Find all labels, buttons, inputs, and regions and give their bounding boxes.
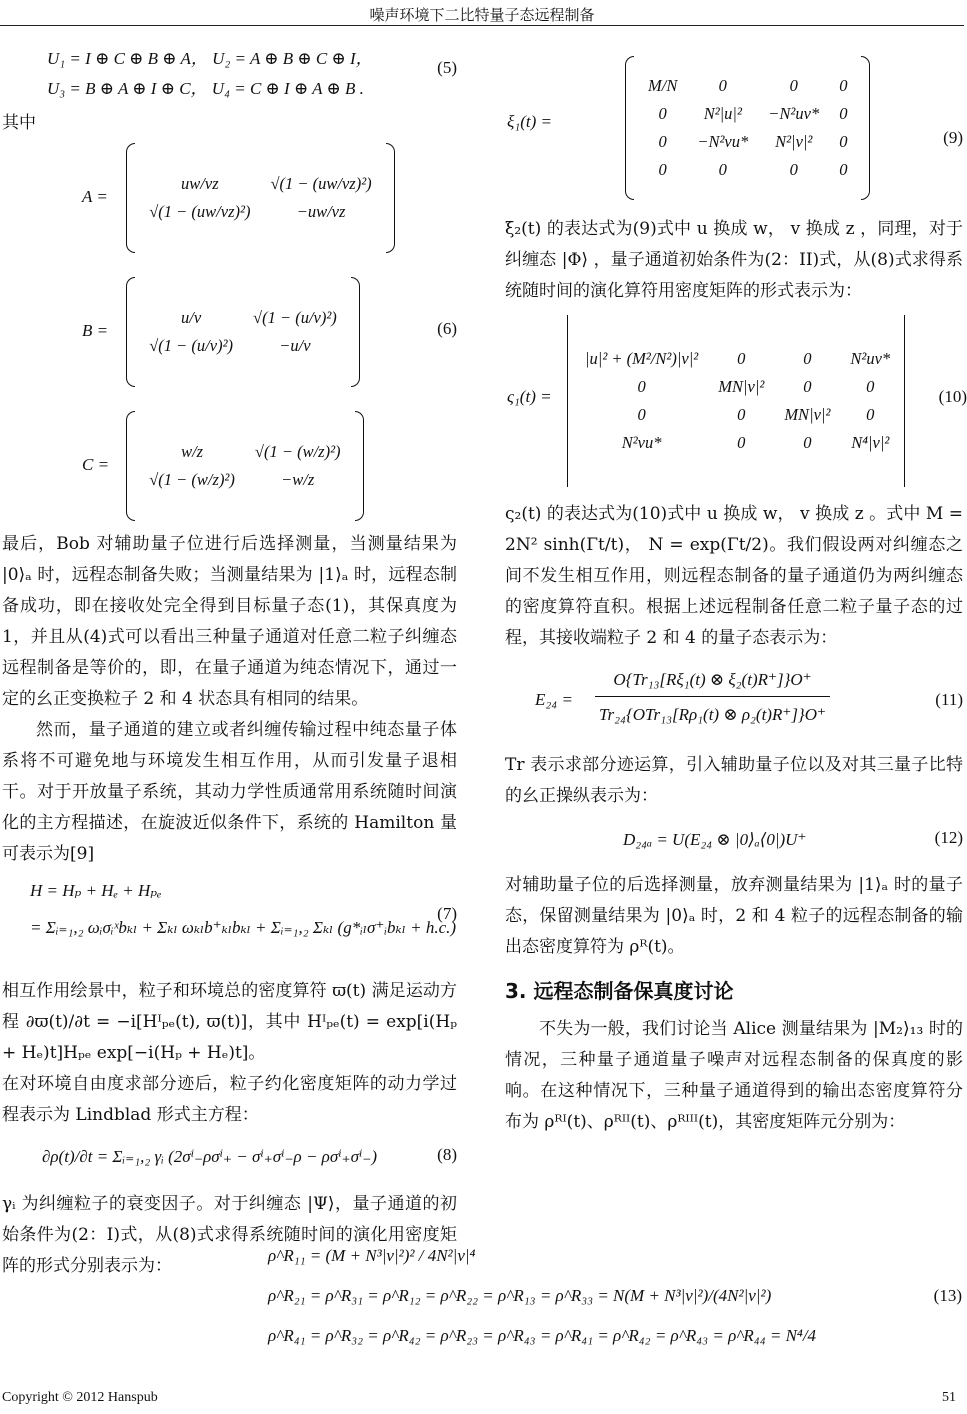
matrix-B-cell-22: −u/v [279, 336, 311, 355]
eq9-cell: 0 [718, 76, 727, 95]
equation-10-matrix [567, 315, 908, 487]
matrix-C-body [126, 411, 363, 521]
eq9-cell: N²|v|² [775, 132, 813, 151]
section-3-heading: 3. 远程态制备保真度讨论 [505, 979, 734, 1003]
equation-7 [30, 874, 457, 970]
eq10-cell: N²uv* [850, 349, 891, 368]
eq10-cell: N²vu* [621, 433, 662, 452]
left-column [2, 40, 457, 1282]
matrix-A [82, 143, 395, 253]
right-paragraph-3: Tr 表示求部分迹运算，引入辅助量子位以及对其三量子比特的幺正操纵表示为： [505, 755, 963, 806]
right-paragraph-1: ξ₂(t) 的表达式为(9)式中 u 换成 w， v 换成 z ，同理，对于纠缠态 |Φ⟩ ，量子通道初始条件为(2：II)式，从(8)式求得系统随时间的演化算符用密度矩阵的形式表示为： [505, 219, 963, 301]
eq9-cell: −N²uv* [768, 104, 820, 123]
equation-13 [0, 1236, 964, 1356]
right-paragraph-5: 不失为一般，我们讨论当 Alice 测量结果为 |M₂⟩₁₃ 时的情况，三种量子通道量子噪声对远程态制备的保真度的影响。在这种情况下，三种量子通道得到的输出态密度算符分布为 ρᴿᴵ(t)、ρᴿᴵᴵ(t)、ρᴿᴵᴵᴵ(t)，其密度矩阵元分别为： [505, 1019, 963, 1132]
eq10-cell: 0 [803, 433, 812, 452]
equation-13-line-3: ρ^R₄₁ = ρ^R₃₂ = ρ^R₄₂ = ρ^R₂₃ = ρ^R₄₃ = ρ^R₄₁ = ρ^R₄₂ = ρ^R₄₃ = ρ^R₄₄ = N⁴/4 [268, 1326, 817, 1345]
equation-12 [505, 820, 963, 866]
eq9-cell: 0 [658, 132, 667, 151]
equation-10 [505, 315, 967, 491]
equation-11-fraction [595, 664, 830, 733]
equation-13-number: (13) [933, 1286, 962, 1305]
matrix-A-body [126, 143, 394, 253]
left-paragraph-5: γᵢ 为纠缠粒子的衰变因子。对于纠缠态 |Ψ⟩，量子通道的初始条件为(2：I)式，从(8)式求得系统随时间的演化用密度矩阵的形式分别表示为： [2, 1194, 457, 1276]
matrix-A-cell-21: √(1 − (uw/vz)²) [149, 202, 251, 221]
eq9-cell: 0 [789, 76, 798, 95]
matrix-C-cell-12: √(1 − (w/z)²) [254, 442, 341, 461]
matrix-C [82, 411, 364, 521]
eq9-cell: 0 [789, 160, 798, 179]
matrix-A-label: A = [82, 186, 108, 206]
equation-11-numerator: O{Tr₁₃[Rξ₁(t) ⊗ ξ₂(t)R⁺]}O⁺ [613, 670, 812, 689]
matrix-B-cell-12: √(1 − (u/v)²) [253, 308, 337, 327]
eq10-cell: 0 [866, 405, 875, 424]
eq10-cell: |u|² + (M²/N²)|v|² [585, 349, 699, 368]
equation-13-line-1: ρ^R₁₁ = (M + N³|v|²)² / 4N²|v|⁴ [268, 1246, 476, 1265]
eq9-cell: 0 [658, 160, 667, 179]
eq10-cell: 0 [637, 405, 646, 424]
equation-6 [2, 143, 457, 523]
page-number: 51 [942, 1390, 956, 1405]
eq9-cell: N²|u|² [703, 104, 742, 123]
matrix-B-cell-11: u/v [181, 308, 202, 327]
equation-10-number: (10) [938, 387, 967, 406]
matrix-B [82, 277, 360, 387]
eq10-cell: MN|v|² [718, 377, 765, 396]
equation-9-number: (9) [943, 128, 963, 147]
eq10-cell: 0 [637, 377, 646, 396]
eq9-cell: 0 [718, 160, 727, 179]
equation-12-body: D₂₄ₐ = U(E₂₄ ⊗ |0⟩ₐ⟨0|)U⁺ [623, 830, 807, 849]
equation-5-line-1: U₁ = I ⊕ C ⊕ B ⊕ A， U₂ = A ⊕ B ⊕ C ⊕ I， [47, 49, 373, 68]
running-head: 噪声环境下二比特量子态远程制备 [369, 6, 595, 24]
matrix-B-label: B = [82, 320, 109, 340]
left-paragraph-3: 相互作用绘景中，粒子和环境总的密度算符 ϖ(t) 满足运动方程 ∂ϖ(t)/∂t = −i[Hᴵₚₑ(t), ϖ(t)]，其中 Hᴵₚₑ(t) = exp[i(Hₚ + Hₑ)t]Hₚₑ exp[−i(Hₚ + Hₑ)t]。 [2, 981, 457, 1063]
equation-7-line-1: H = Hₚ + Hₑ + Hₚₑ [30, 881, 162, 900]
right-paragraph-2: ς₂(t) 的表达式为(10)式中 u 换成 w， v 换成 z 。式中 M = 2N² sinh(Γt/t)， N = exp(Γt/2)。我们假设两对纠缠态之间不发生相互作用，则远程态制备的量子通道仍为两纠缠态的密度算符直积。根据上述远程制备任意二粒子量子态的过程，其接收端粒子 2 和 4 的量子态表示为： [505, 504, 963, 648]
equation-8-body: ∂ρ(t)/∂t = Σᵢ₌₁,₂ γᵢ (2σⁱ₋ρσⁱ₊ − σⁱ₊σⁱ₋ρ − ρσⁱ₊σⁱ₋) [42, 1147, 378, 1166]
matrix-B-cell-21: √(1 − (u/v)²) [149, 336, 234, 355]
equation-13-line-2: ρ^R₂₁ = ρ^R₃₁ = ρ^R₁₂ = ρ^R₂₂ = ρ^R₁₃ = ρ^R₃₃ = N(M + N³|v|²)/(4N²|v|²) [268, 1286, 772, 1305]
eq10-cell: 0 [737, 433, 746, 452]
left-paragraph-2: 然而，量子通道的建立或者纠缠传输过程中纯态量子体系将不可避免地与环境发生相互作用，从而引发量子退相干。对于开放量子系统，其动力学性质通常用系统随时间演化的主方程描述，在旋波近似条件下，系统的 Hamilton 量可表示为[9] [2, 720, 457, 864]
equation-11 [505, 664, 963, 744]
equation-9-lhs: ξ₁(t) = [507, 112, 552, 131]
equation-12-number: (12) [934, 828, 963, 847]
eq10-cell: 0 [737, 405, 746, 424]
equation-5-number: (5) [437, 58, 457, 77]
equation-9-matrix [625, 56, 870, 200]
equation-9 [505, 56, 963, 204]
eq10-cell: N⁴|v|² [851, 433, 890, 452]
eq9-cell: 0 [839, 160, 848, 179]
equation-7-line-2: = Σᵢ₌₁,₂ ωᵢσᵢˣbₖₗ + Σₖₗ ωₖₗb⁺ₖₗbₖₗ + Σᵢ₌₁,₂ Σₖₗ (g*ᵢₗσ⁺ᵢbₖₗ + h.c.) [30, 918, 457, 937]
matrix-C-label: C = [82, 454, 110, 474]
eq9-cell: 0 [839, 132, 848, 151]
eq9-cell: M/N [648, 76, 678, 95]
right-column [505, 40, 967, 1138]
equation-10-lhs: ς₁(t) = [507, 387, 552, 406]
equation-8-number: (8) [437, 1145, 457, 1164]
equation-8 [42, 1137, 457, 1189]
right-paragraph-4: 对辅助量子位的后选择测量，放弃测量结果为 |1⟩ₐ 时的量子态，保留测量结果为 |0⟩ₐ 时，2 和 4 粒子的远程态制备的输出态密度算符为 ρᴿ(t)。 [505, 875, 963, 957]
equation-11-denominator: Tr₂₄{OTr₁₃[Rρ₁(t) ⊗ ρ₂(t)R⁺]}O⁺ [599, 705, 826, 724]
matrix-A-cell-22: −uw/vz [296, 202, 346, 221]
copyright-footer: Copyright © 2012 Hanspub [2, 1390, 158, 1405]
eq10-cell: 0 [803, 349, 812, 368]
eq10-cell: MN|v|² [784, 405, 831, 424]
equation-5 [47, 44, 457, 104]
label-qizhong: 其中 [2, 113, 36, 133]
header-divider [0, 25, 964, 26]
eq10-cell: 0 [866, 377, 875, 396]
matrix-A-cell-12: √(1 − (uw/vz)²) [270, 174, 372, 193]
matrix-C-cell-21: √(1 − (w/z)²) [149, 470, 235, 489]
left-paragraph-4: 在对环境自由度求部分迹后，粒子约化密度矩阵的动力学过程表示为 Lindblad 形式主方程： [2, 1074, 457, 1125]
eq9-cell: 0 [839, 104, 848, 123]
equation-6-number: (6) [437, 319, 457, 338]
equation-5-line-2: U₃ = B ⊕ A ⊕ I ⊕ C， U₄ = C ⊕ I ⊕ A ⊕ B . [47, 79, 364, 98]
equation-11-lhs: E₂₄ = [535, 690, 573, 709]
matrix-A-cell-11: uw/vz [181, 174, 219, 193]
eq10-cell: 0 [737, 349, 746, 368]
eq9-cell: 0 [658, 104, 667, 123]
matrix-B-body [126, 277, 360, 387]
left-paragraph-1: 最后，Bob 对辅助量子位进行后选择测量，当测量结果为 |0⟩ₐ 时，远程态制备失败；当测量结果为 |1⟩ₐ 时，远程态制备成功，即在接收处完全得到目标量子态(1)，其保真度为 1，并且从(4)式可以看出三种量子通道对任意二粒子纠缠态远程制备是等价的，即，在量子通道为纯态情况下，通过一定的幺正变换粒子 2 和 4 状态具有相同的结果。 [2, 534, 457, 709]
eq10-cell: 0 [803, 377, 812, 396]
equation-7-number: (7) [437, 904, 457, 923]
equation-11-number: (11) [935, 690, 963, 709]
eq9-cell: 0 [839, 76, 848, 95]
matrix-C-cell-22: −w/z [281, 470, 315, 489]
eq9-cell: −N²vu* [697, 132, 749, 151]
matrix-C-cell-11: w/z [181, 442, 204, 461]
